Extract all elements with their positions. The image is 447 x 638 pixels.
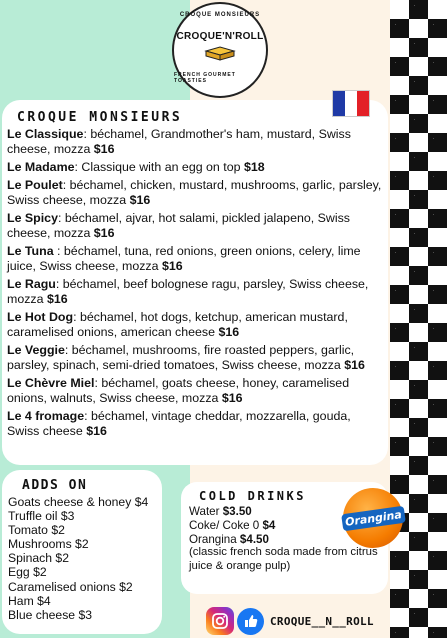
croque-section-title: CROQUE MONSIEURS [17,110,183,125]
brand-logo [172,2,268,98]
menu-item-price: $16 [86,424,107,438]
menu-item [7,178,382,208]
drink-price: $4 [262,518,276,532]
drink-name: Coke/ Coke 0 [189,518,263,532]
menu-item-name: Le Tuna [7,243,54,258]
menu-item [7,211,382,241]
menu-item-name: Le Spicy [7,210,58,225]
menu-item-description: : béchamel, chicken, mustard, mushrooms, garlic, parsley, Swiss cheese, mozza [7,177,382,207]
menu-item-description: : béchamel, mushrooms, fire roasted peppers, garlic, parsley, spinach, semi-dried tomatoes, Swiss cheese, mozza [7,342,355,372]
menu-item [7,376,382,406]
menu-item-description: : béchamel, Grandmother's ham, mustard, Swiss cheese, mozza [7,127,351,157]
instagram-glyph [211,612,229,630]
social-handle[interactable]: CROQUE__N__ROLL [270,614,374,628]
menu-item-description: : Classique with an egg on top [74,160,244,174]
menu-item-description: : béchamel, vintage cheddar, mozzarella, gouda, Swiss cheese [7,408,351,438]
menu-item-price: $16 [93,142,115,157]
cold-drinks-title: COLD DRINKS [199,489,306,503]
orangina-logo [343,488,403,548]
menu-item [7,310,382,340]
drink-price: $3.50 [222,505,252,518]
adds-on-list [8,495,156,622]
add-on-item: Goats cheese & honey $4 [8,495,149,509]
menu-item-name: Le Veggie [7,342,65,357]
croque-item-list [7,127,382,439]
add-on-item: Tomato $2 [8,523,65,538]
menu-item-price: $16 [129,193,151,207]
logo-top-text: CROQUE MONSIEURS [179,12,261,18]
adds-on-title: ADDS ON [22,478,88,493]
menu-item-price: $16 [221,391,243,405]
orangina-logo-text: Orangina [341,505,406,531]
menu-item [7,409,382,439]
add-on-item: Ham $4 [8,593,51,608]
orangina-description: (classic french soda made from citrus juice & orange pulp) [189,546,378,572]
drink-name: Water [189,505,223,518]
menu-item-name: Le Chèvre Miel [7,375,95,390]
menu-item-description: : béchamel, hot dogs, ketchup, american mustard, caramelised onions, american cheese [7,309,348,339]
menu-item-description: : béchamel, goats cheese, honey, caramelised onions, walnuts, Swiss cheese, mozza [7,375,350,405]
add-on-item: Truffle oil $3 [8,509,75,524]
menu-item [7,277,382,307]
menu-item [7,343,382,373]
menu-item-price: $16 [161,259,183,273]
menu-item-price: $16 [46,292,68,306]
checkered-border [390,0,447,638]
facebook-like-icon[interactable] [237,608,264,635]
menu-item-description: : béchamel, tuna, red onions, green onions, celery, lime juice, Swiss cheese, mozza [7,243,361,273]
drink-name: Orangina [189,532,240,546]
menu-item-name: Le Madame [7,160,75,174]
menu-item-name: Le Hot Dog [7,309,74,324]
menu-item-name: Le 4 fromage [7,408,85,423]
add-on-item: Caramelised onions $2 [8,579,133,594]
add-on-item: Blue cheese $3 [8,607,93,622]
add-on-item: Mushrooms $2 [8,537,89,552]
menu-item-description: : béchamel, beef bolognese ragu, parsley, Swiss cheese, mozza [7,276,369,306]
add-on-item: Egg $2 [8,565,47,580]
menu-item-description: : béchamel, ajvar, hot salami, pickled jalapeno, Swiss cheese, mozza [7,210,350,240]
sandwich-icon [203,46,237,62]
menu-item-name: Le Classique [7,127,84,141]
french-flag-icon [332,90,370,117]
instagram-icon[interactable] [206,607,234,635]
logo-bottom-text: FRENCH GOURMET TOASTIES [174,72,236,84]
menu-item-price: $16 [93,226,115,240]
logo-name: CROQUE'N'ROLL [176,30,264,42]
social-links [206,607,374,635]
croque-menu-card [2,100,388,465]
menu-item-price: $18 [243,160,265,174]
menu-item [7,127,382,157]
menu-item [7,244,382,274]
menu-item-name: Le Poulet [7,177,63,192]
menu-item-name: Le Ragu [7,276,56,291]
menu-item-price: $16 [218,325,240,339]
drink-price: $4.50 [239,532,269,546]
adds-on-card [2,470,162,634]
menu-item-price: $16 [344,358,365,372]
menu-item [7,160,382,175]
thumbs-up-glyph [243,613,259,629]
add-on-item: Spinach $2 [8,551,69,566]
